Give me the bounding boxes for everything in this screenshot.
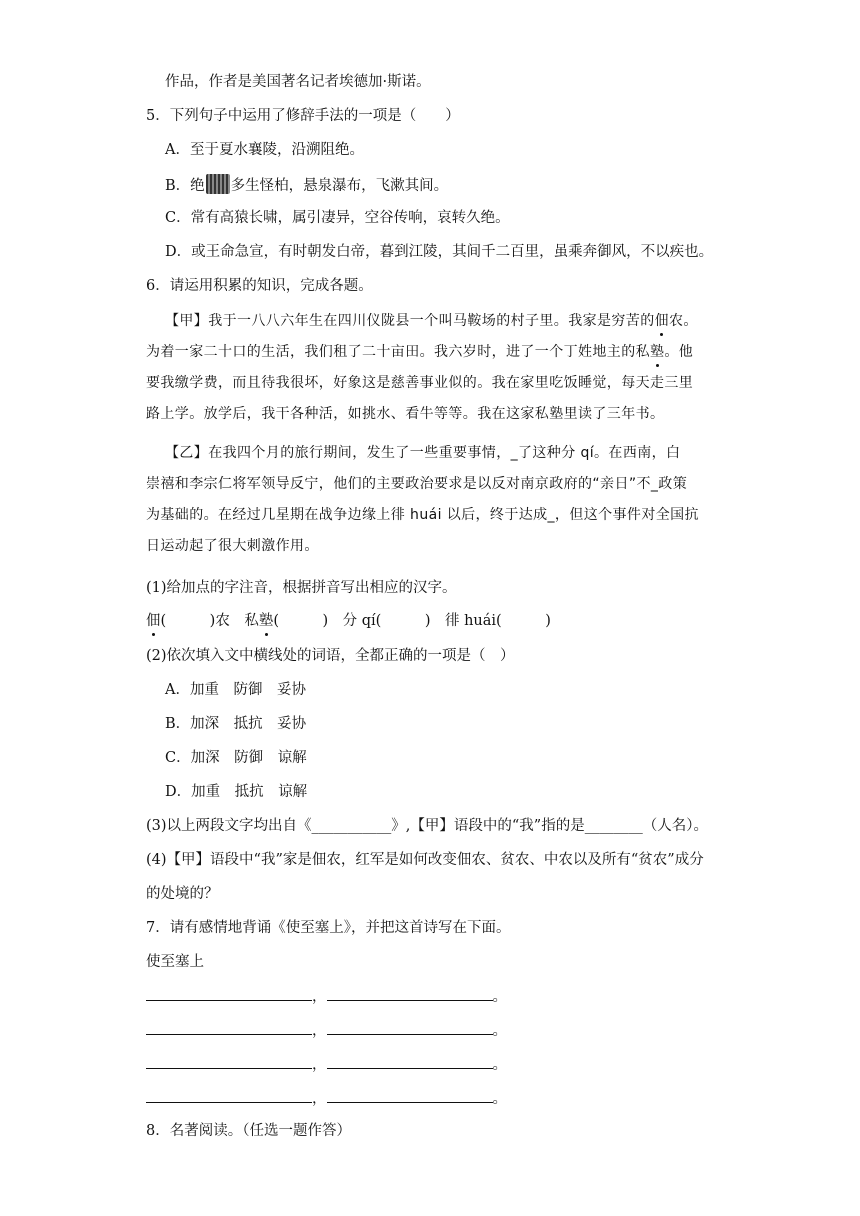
q4-tail-text: 作品，作者是美国著名记者埃德加·斯诺。 [165, 74, 431, 90]
q7-stem: 7．请有感情地背诵《使至塞上》，并把这首诗写在下面。 [146, 920, 511, 936]
sub-question-2: (2)依次填入文中横线处的词语，全都正确的一项是（ ） [146, 648, 515, 664]
sub2-option-c: C．加深 防御 谅解 [165, 750, 307, 766]
pinyin-blank-group-1: ( )农 私 [160, 613, 259, 629]
q8-stem: 8．名著阅读。（任选一题作答） [146, 1123, 351, 1139]
passage-jia-line-2 [146, 342, 693, 362]
comma: ， [312, 989, 327, 1005]
passage-jia-line-1-end: 农。 [669, 313, 698, 329]
sub2-option-d: D．加重 抵抗 谅解 [165, 784, 308, 800]
poem-answer-line-1 [146, 986, 507, 1007]
sub2-option-a: A．加重 防御 妥协 [165, 682, 306, 698]
q5-option-b-suffix: 多生怪柏，悬泉瀑布，飞漱其间。 [230, 178, 449, 194]
dotted-char-dian-2: 佃 [146, 613, 161, 629]
answer-blank[interactable] [327, 1020, 493, 1035]
answer-blank[interactable] [327, 1054, 493, 1069]
answer-blank[interactable] [146, 1054, 312, 1069]
answer-blank[interactable] [146, 1020, 312, 1035]
q5-option-c: C．常有高猿长啸，属引凄异，空谷传响，哀转久绝。 [165, 210, 510, 226]
passage-yi-line-2: 崇禧和李宗仁将军领导反宁，他们的主要政治要求是以反对南京政府的“亲日”不_政策 [146, 476, 688, 492]
period: 。 [492, 1023, 507, 1039]
answer-blank[interactable] [146, 986, 312, 1001]
passage-jia-line-4: 路上学。放学后，我干各种活，如挑水、看牛等等。我在这家私塾里读了三年书。 [146, 406, 665, 422]
poem-answer-line-2 [146, 1020, 507, 1041]
dotted-char-dian: 佃 [654, 313, 670, 329]
poem-answer-line-4 [146, 1088, 507, 1109]
passage-yi-line-3: 为基础的。在经过几星期在战争边缘上徘 huái 以后，终于达成_，但这个事件对全国抗 [146, 507, 699, 523]
comma: ， [312, 1057, 327, 1073]
passage-jia-line-1 [165, 311, 698, 331]
poem-answer-line-3 [146, 1054, 507, 1075]
dotted-char-shu: 塾 [650, 344, 665, 360]
q5-option-b [165, 174, 448, 196]
comma: ， [312, 1023, 327, 1039]
passage-yi-line-4: 日运动起了很大刺激作用。 [146, 538, 319, 554]
sub2-option-b: B．加深 抵抗 妥协 [165, 716, 307, 732]
q6-stem: 6．请运用积累的知识，完成各题。 [146, 278, 373, 294]
answer-blank[interactable] [146, 1088, 312, 1103]
answer-blank[interactable] [327, 986, 493, 1001]
sub-question-3: (3)以上两段文字均出自《___________》,【甲】语段中的“我”指的是________（人名）。 [146, 818, 708, 834]
passage-jia-line-3: 要我缴学费，而且待我很坏，好象这是慈善事业似的。我在家里吃饭睡觉，每天走三里 [146, 375, 694, 391]
q5-option-b-prefix: B．绝 [165, 178, 205, 194]
q5-stem: 5．下列句子中运用了修辞手法的一项是（ ） [146, 108, 460, 124]
sub-question-4-line-2: 的处境的？ [146, 886, 219, 902]
period: 。 [492, 1091, 507, 1107]
passage-jia-line-2-end: 。他 [664, 344, 694, 360]
comma: ， [312, 1091, 327, 1107]
passage-jia-line-2-text: 为着一家二十口的生活，我们租了二十亩田。我六岁时，进了一个丁姓地主的私 [146, 344, 650, 360]
rare-character-image [206, 174, 230, 194]
period: 。 [492, 989, 507, 1005]
pinyin-blank-group-2: ( ) 分 qí( ) 徘 huái( ) [273, 613, 551, 629]
passage-yi-line-1: 【乙】在我四个月的旅行期间，发生了一些重要事情，_了这种分 qí。在西南，白 [165, 445, 681, 461]
passage-jia-line-1-text: 【甲】我于一八八六年生在四川仪陇县一个叫马鞍场的村子里。我家是穷苦的 [165, 313, 655, 329]
dotted-char-shu-2: 塾 [258, 613, 274, 629]
sub-question-4-line-1: (4)【甲】语段中“我”家是佃农，红军是如何改变佃农、贫农、中农以及所有“贫农”成分 [146, 852, 704, 868]
poem-title: 使至塞上 [146, 954, 204, 970]
sub-question-1-blanks [146, 611, 551, 631]
sub-question-1: (1)给加点的字注音，根据拼音写出相应的汉字。 [146, 580, 457, 596]
q5-option-d: D．或王命急宣，有时朝发白帝，暮到江陵，其间千二百里，虽乘奔御风，不以疾也。 [165, 244, 714, 260]
answer-blank[interactable] [327, 1088, 493, 1103]
period: 。 [492, 1057, 507, 1073]
q5-option-a: A．至于夏水襄陵，沿溯阻绝。 [165, 142, 364, 158]
